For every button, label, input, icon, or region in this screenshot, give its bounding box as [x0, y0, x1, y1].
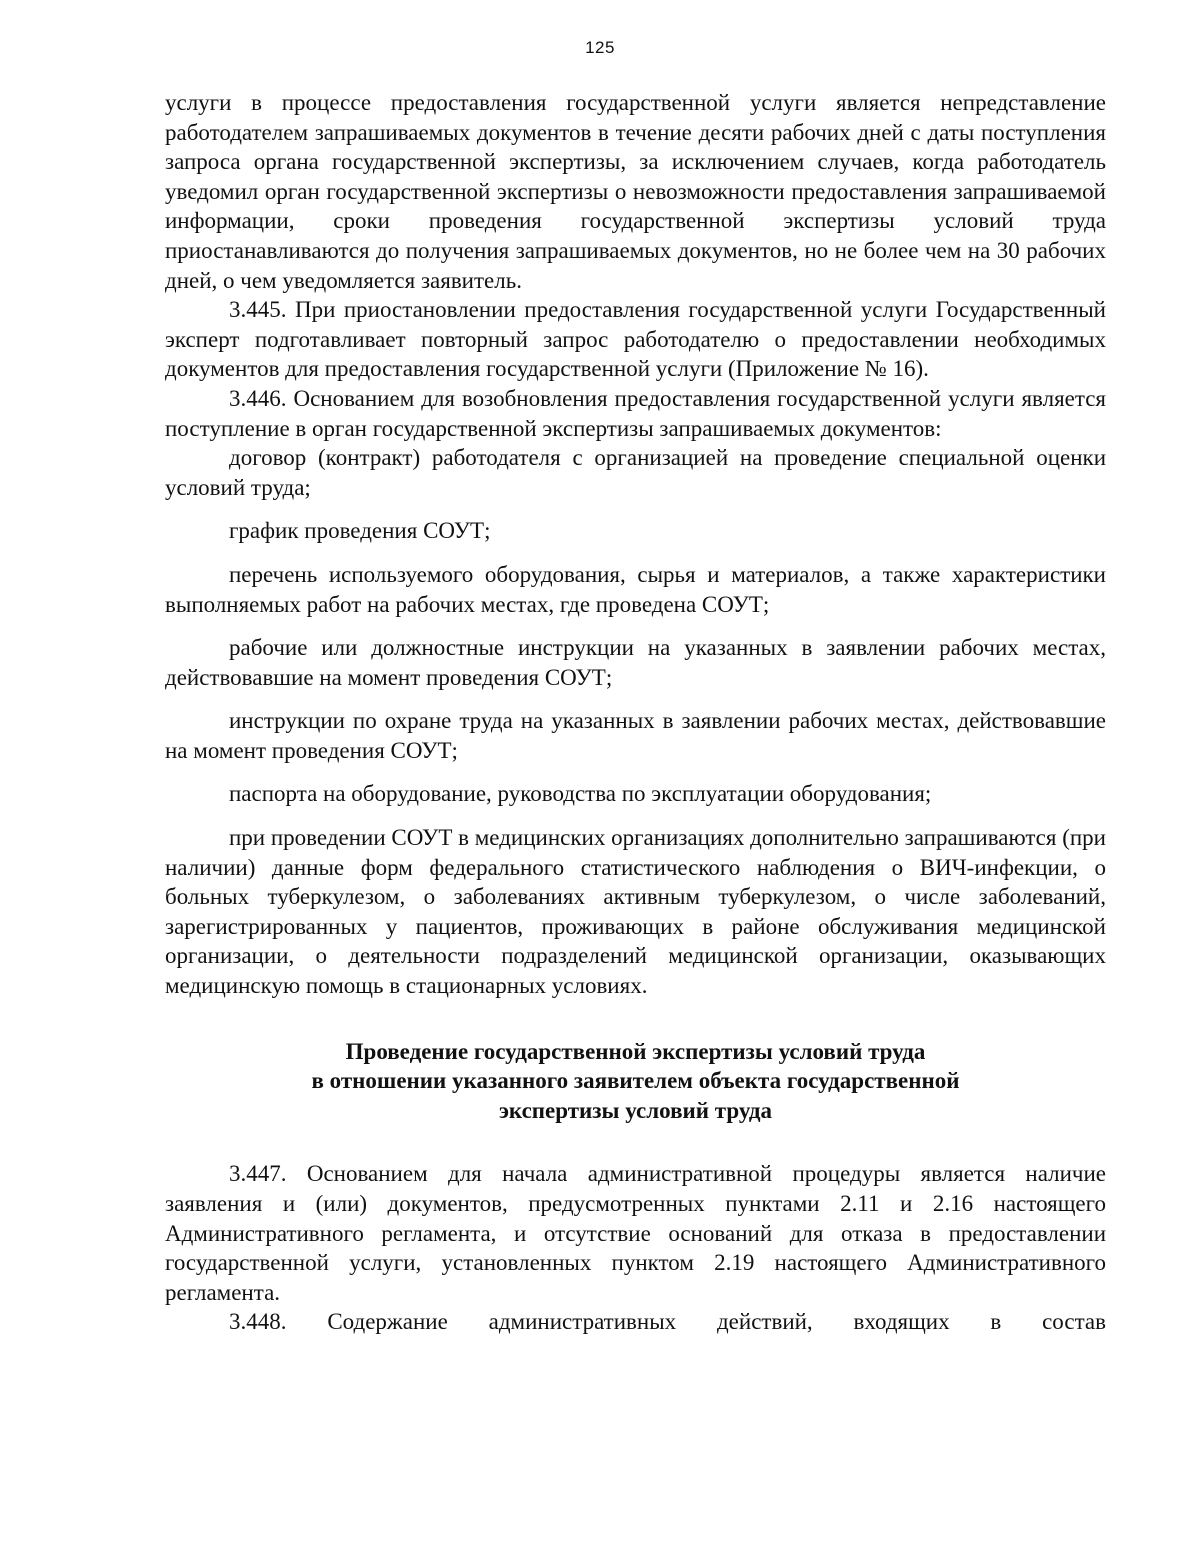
- paragraph-3-446: 3.446. Основанием для возобновления предоставления государственной услуги является поступление в орган государственной экспертизы запрашиваемых документов:: [165, 385, 1106, 441]
- list-item: рабочие или должностные инструкции на указанных в заявлении рабочих местах, действовавшие на момент проведения СОУТ;: [165, 635, 1106, 690]
- list-item: договор (контракт) работодателя с организацией на проведение специальной оценки условий труда;: [165, 445, 1106, 500]
- list-item: паспорта на оборудование, руководства по эксплуатации оборудования;: [229, 781, 932, 807]
- heading-line: Проведение государственной экспертизы условий труда: [345, 1038, 926, 1064]
- list-item: инструкции по охране труда на указанных в заявлении рабочих местах, действовавшие на момент проведения СОУТ;: [165, 708, 1106, 763]
- paragraph-3-445: 3.445. При приостановлении предоставления государственной услуги Государственный эксперт подготавливает повторный запрос работодателю о предоставлении необходимых документов для предоставления государственной услуги (Приложение № 16).: [165, 297, 1106, 382]
- document-body: [165, 88, 1106, 1337]
- paragraph-continued: услуги в процессе предоставления государственной услуги является непредставление работодателем запрашиваемых документов в течение десяти рабочих дней с даты поступления запроса органа государственной экспертизы, за исключением случаев, когда работодатель уведомил орган государственной экспертизы о невозможности предоставления запрашиваемой информации, сроки проведения государственной экспертизы условий труда приостанавливаются до получения запрашиваемых документов, но не более чем на 30 рабочих дней, о чем уведомляется заявитель.: [165, 90, 1106, 293]
- paragraph-3-448: 3.448. Содержание административных действий, входящих в состав: [229, 1309, 1106, 1335]
- section-heading: [165, 1037, 1106, 1126]
- list-item: перечень используемого оборудования, сырья и материалов, а также характеристики выполняемых работ на рабочих местах, где проведена СОУТ;: [165, 561, 1106, 617]
- list-item: график проведения СОУТ;: [229, 518, 491, 544]
- list-item: при проведении СОУТ в медицинских организациях дополнительно запрашиваются (при наличии) данные форм федерального статистического наблюдения о ВИЧ-инфекции, о больных туберкулезом, о заболеваниях активным туберкулезом, о числе заболеваний, зарегистрированных у пациентов, проживающих в районе обслуживания медицинской организации, о деятельности подразделений медицинской организации, оказывающих медицинскую помощь в стационарных условиях.: [165, 825, 1106, 999]
- heading-line: экспертизы условий труда: [498, 1097, 773, 1123]
- paragraph-3-447: 3.447. Основанием для начала административной процедуры является наличие заявления и (или) документов, предусмотренных пунктами 2.11 и 2.16 настоящего Административного регламента, и отсутствие оснований для отказа в предоставлении государственной услуги, установленных пунктом 2.19 настоящего Административного регламента.: [165, 1161, 1106, 1305]
- page-number: 125: [585, 38, 615, 57]
- heading-line: в отношении указанного заявителем объекта государственной: [311, 1068, 960, 1094]
